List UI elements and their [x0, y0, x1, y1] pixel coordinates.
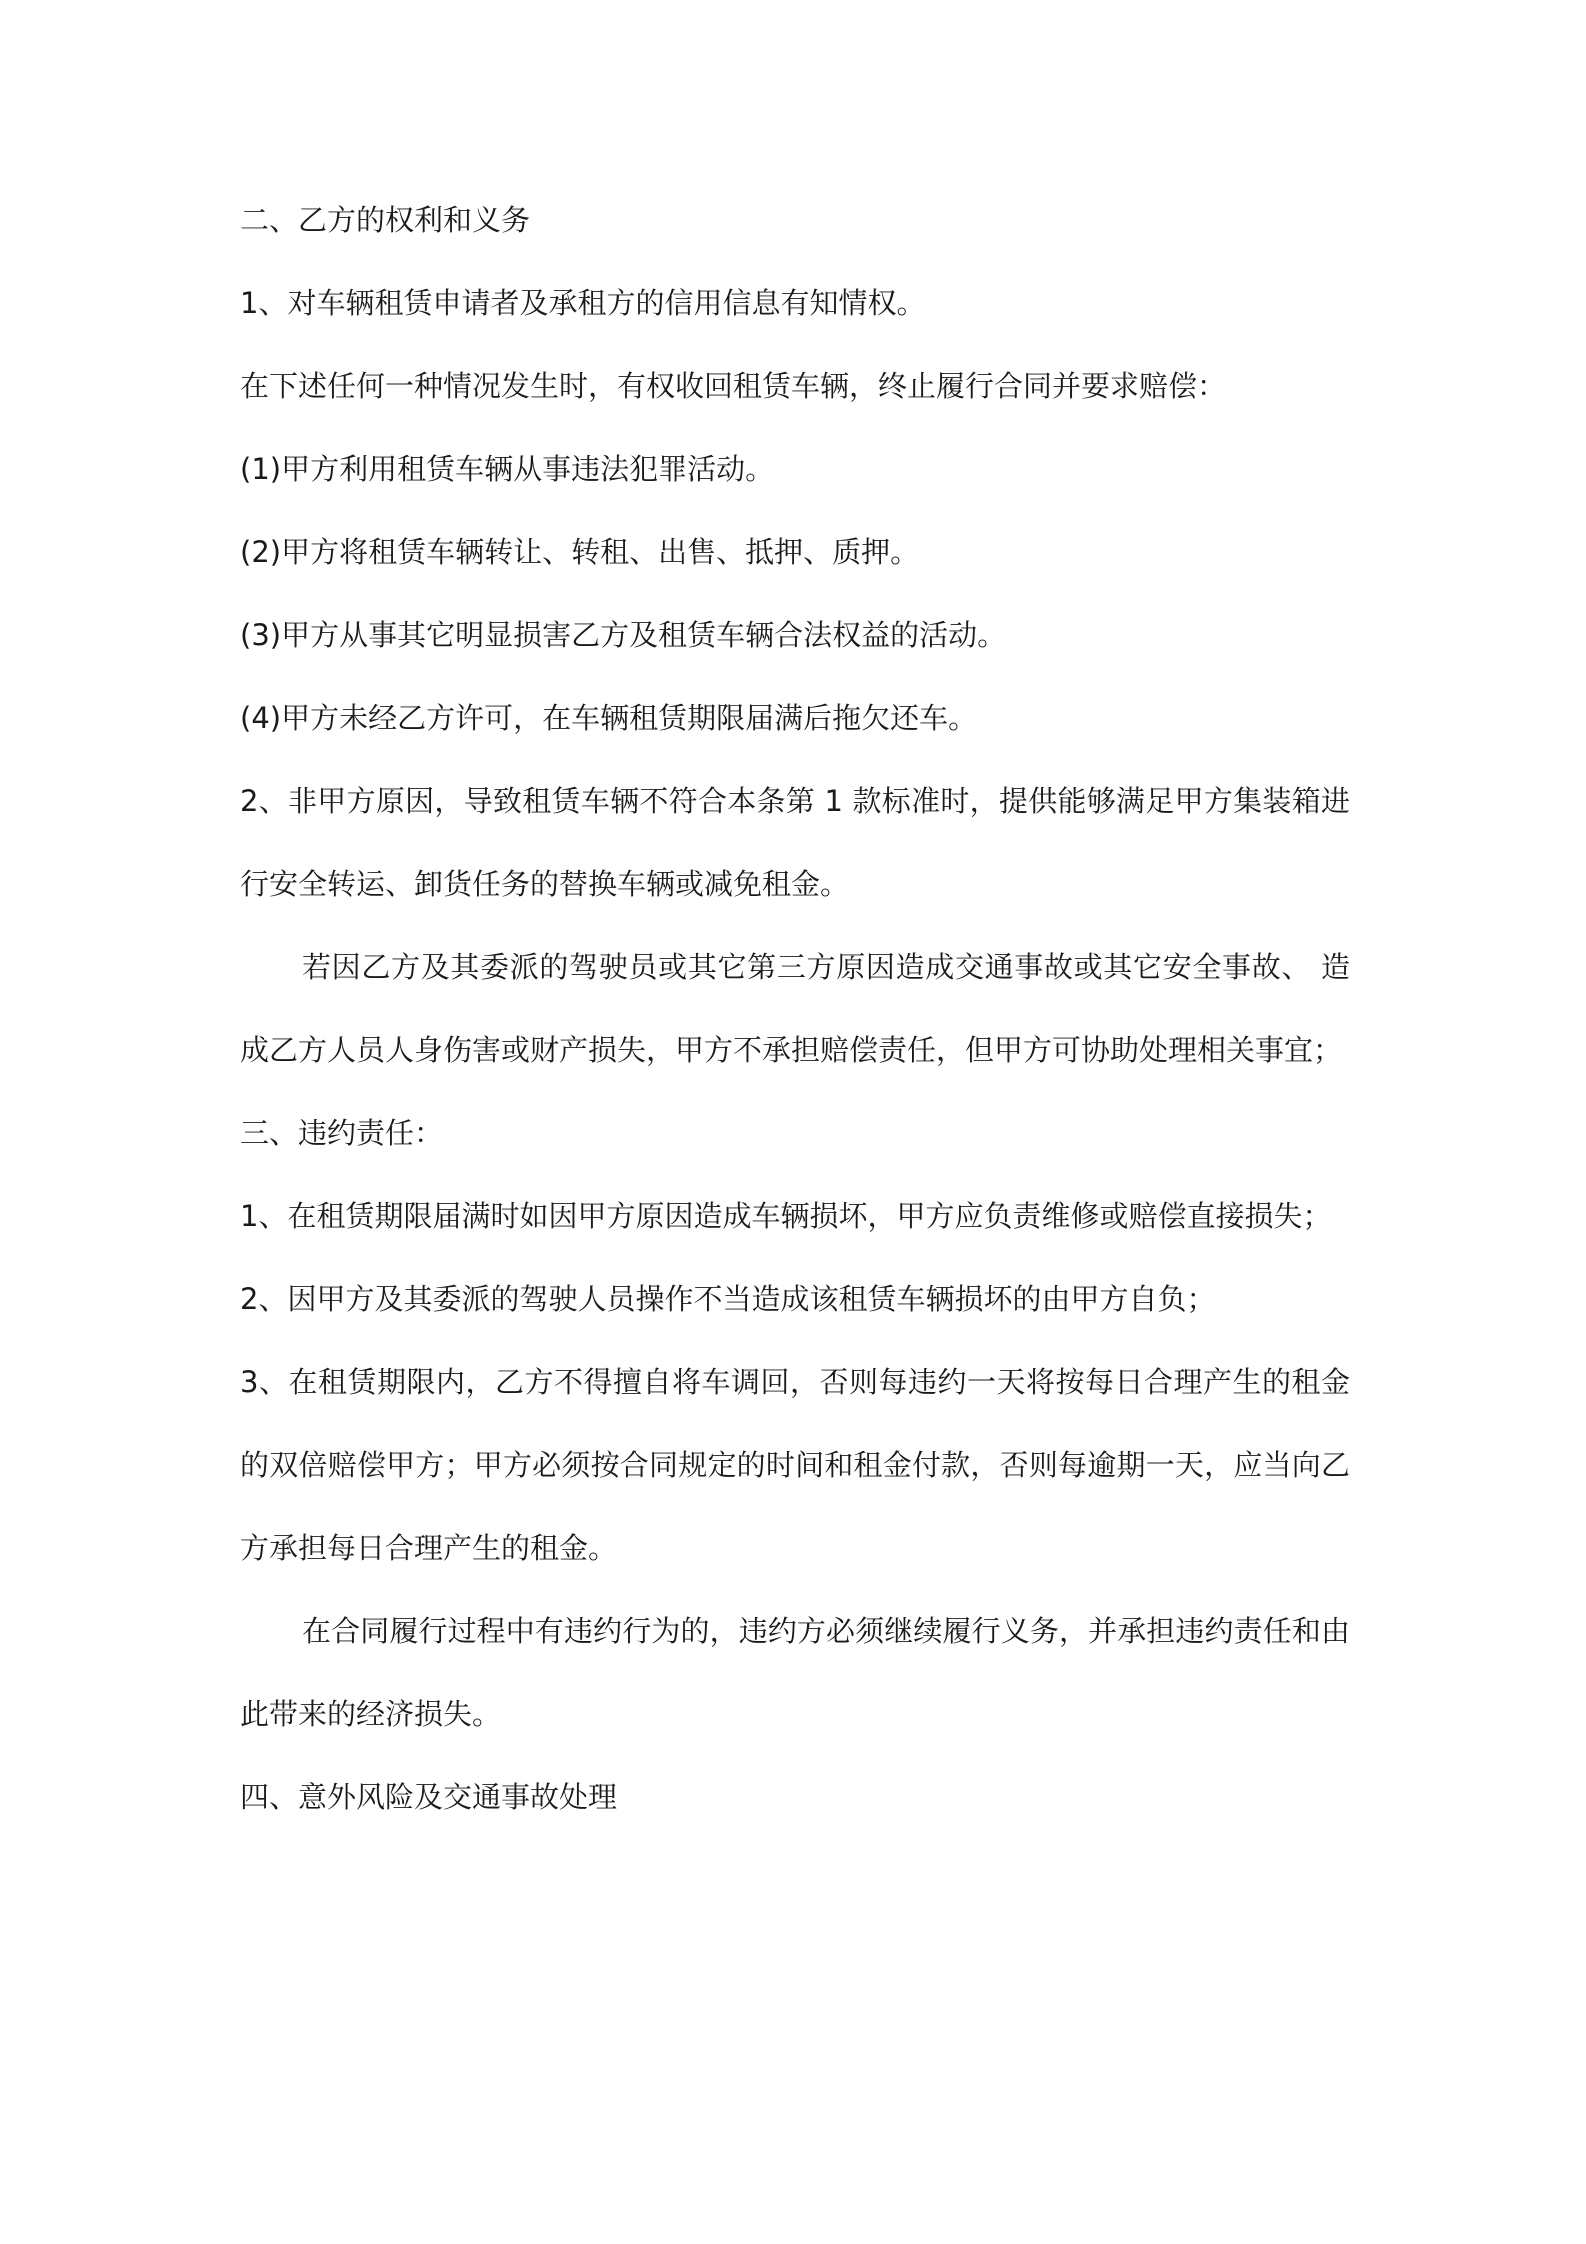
paragraph-condition-1: (1)甲方利用租赁车辆从事违法犯罪活动。 — [240, 452, 775, 486]
paragraph-condition-3: (3)甲方从事其它明显损害乙方及租赁车辆合法权益的活动。 — [240, 618, 1007, 652]
paragraph-breach-2: 2、因甲方及其委派的驾驶人员操作不当造成该租赁车辆损坏的由甲方自负； — [240, 1282, 1216, 1316]
paragraph-condition-4: (4)甲方未经乙方许可，在车辆租赁期限届满后拖欠还车。 — [240, 701, 978, 735]
section-heading-2: 二、乙方的权利和义务 — [240, 203, 531, 237]
paragraph-right-2: 2、非甲方原因，导致租赁车辆不符合本条第 1 款标准时，提供能够满足甲方集装箱进行安全转运、卸货任务的替换车辆或减免租金。 — [240, 784, 1350, 901]
document-body — [240, 200, 1350, 1860]
paragraph-breach-1: 1、在租赁期限届满时如因甲方原因造成车辆损坏，甲方应负责维修或赔偿直接损失； — [240, 1199, 1332, 1233]
paragraph-conditions-intro: 在下述任何一种情况发生时，有权收回租赁车辆，终止履行合同并要求赔偿： — [240, 369, 1227, 403]
section-heading-4: 四、意外风险及交通事故处理 — [240, 1780, 618, 1814]
paragraph-accident-liability: 若因乙方及其委派的驾驶员或其它第三方原因造成交通事故或其它安全事故、 造成乙方人员人身伤害或财产损失，甲方不承担赔偿责任，但甲方可协助处理相关事宜； — [240, 950, 1350, 1067]
section-heading-3: 三、违约责任： — [240, 1116, 444, 1150]
paragraph-right-1: 1、对车辆租赁申请者及承租方的信用信息有知情权。 — [240, 286, 926, 320]
paragraph-breach-3: 3、在租赁期限内，乙方不得擅自将车调回，否则每违约一天将按每日合理产生的租金的双倍赔偿甲方；甲方必须按合同规定的时间和租金付款，否则每逾期一天，应当向乙方承担每日合理产生的租金。 — [240, 1365, 1350, 1565]
paragraph-breach-general: 在合同履行过程中有违约行为的，违约方必须继续履行义务，并承担违约责任和由此带来的经济损失。 — [240, 1614, 1350, 1731]
paragraph-condition-2: (2)甲方将租赁车辆转让、转租、出售、抵押、质押。 — [240, 535, 920, 569]
